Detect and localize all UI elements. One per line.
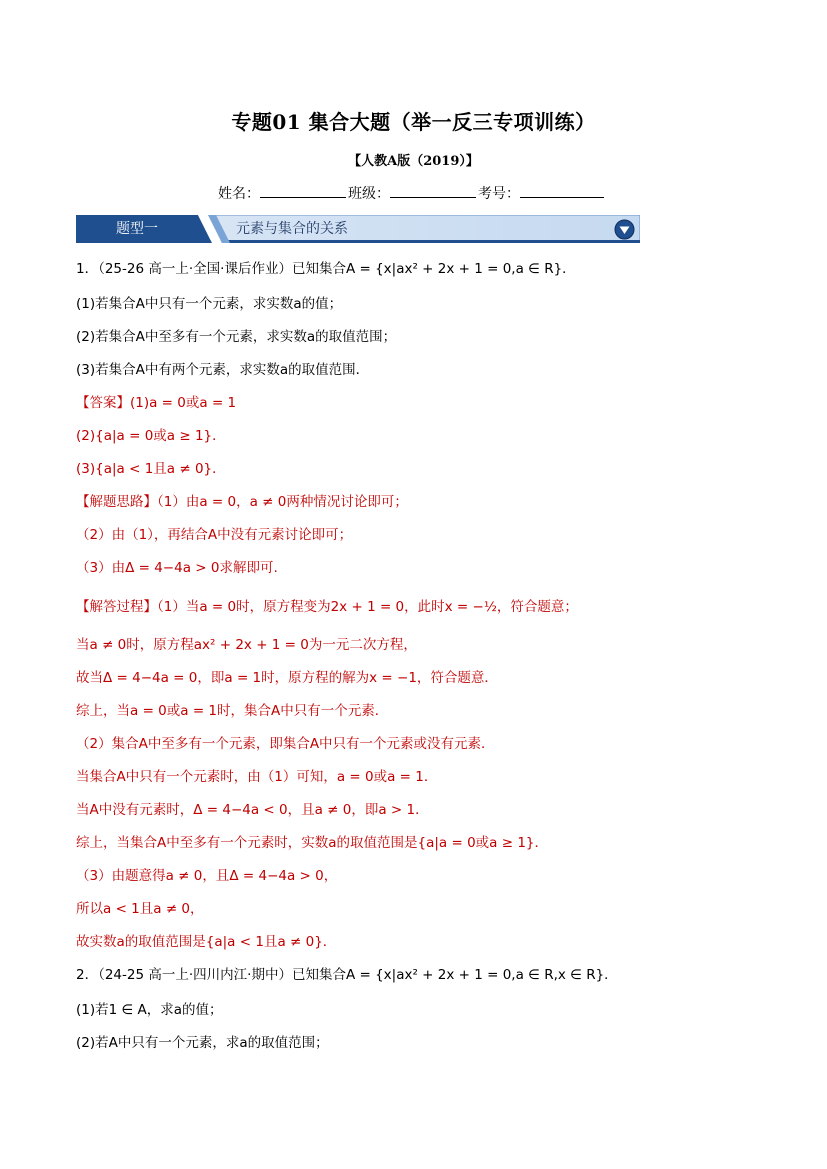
class-label: 班级： xyxy=(348,186,390,202)
section-tag: 题型一 xyxy=(116,221,158,237)
solution-process-10: 所以a < 1且a ≠ 0， xyxy=(76,901,204,917)
collapse-icon[interactable] xyxy=(614,219,635,244)
solution-process-2: 当a ≠ 0时，原方程ax² + 2x + 1 = 0为一元二次方程， xyxy=(76,637,417,653)
solution-process-8: 综上，当集合A中至多有一个元素时，实数a的取值范围是{a|a = 0或a ≥ 1}． xyxy=(76,835,549,851)
question-2-part-1: (1)若1 ∈ A，求a的值； xyxy=(76,1002,223,1018)
solution-process-6: 当集合A中只有一个元素时，由（1）可知，a = 0或a = 1． xyxy=(76,769,438,785)
question-1-part-2: (2)若集合A中至多有一个元素，求实数a的取值范围； xyxy=(76,329,397,345)
section-banner xyxy=(76,215,640,243)
name-blank xyxy=(260,185,346,198)
section-heading: 元素与集合的关系 xyxy=(236,221,348,237)
solution-process-11: 故实数a的取值范围是{a|a < 1且a ≠ 0}． xyxy=(76,934,337,950)
solution-idea-3: （3）由Δ = 4−4a > 0求解即可. xyxy=(76,560,278,576)
question-1-part-1: (1)若集合A中只有一个元素，求实数a的值； xyxy=(76,296,343,312)
solution-process-9: （3）由题意得a ≠ 0，且Δ = 4−4a > 0， xyxy=(76,868,338,884)
solution-idea-2: （2）由（1），再结合A中没有元素讨论即可； xyxy=(76,527,353,543)
name-label: 姓名： xyxy=(218,186,260,202)
exam-blank xyxy=(520,185,604,198)
exam-label: 考号： xyxy=(478,186,520,202)
answer-heading: 【答案】(1)a = 0或a = 1 xyxy=(76,395,237,411)
answer-part-2: (2){a|a = 0或a ≥ 1}． xyxy=(76,428,226,444)
question-1-part-3: (3)若集合A中有两个元素，求实数a的取值范围． xyxy=(76,362,370,378)
page-title: 专题01 集合大题（举一反三专项训练） xyxy=(231,110,596,134)
answer-part-3: (3){a|a < 1且a ≠ 0}． xyxy=(76,461,226,477)
question-1-stem: 1．（25-26 高一上·全国·课后作业）已知集合A = {x|ax² + 2x + 1 = 0,a ∈ R}． xyxy=(76,261,576,277)
solution-process-5: （2）集合A中至多有一个元素，即集合A中只有一个元素或没有元素． xyxy=(76,736,495,752)
student-info-row xyxy=(218,183,606,203)
banner-shape xyxy=(76,215,640,243)
class-blank xyxy=(390,185,476,198)
question-2-stem: 2．（24-25 高一上·四川内江·期中）已知集合A = {x|ax² + 2x + 1 = 0,a ∈ R,x ∈ R}． xyxy=(76,967,618,983)
solution-process-4: 综上，当a = 0或a = 1时，集合A中只有一个元素． xyxy=(76,703,389,719)
solution-process-7: 当A中没有元素时，Δ = 4−4a < 0，且a ≠ 0，即a > 1． xyxy=(76,802,429,818)
edition-label: 【人教A版（2019）】 xyxy=(348,154,479,169)
solution-idea-1: 【解题思路】（1）由a = 0，a ≠ 0两种情况讨论即可； xyxy=(76,494,408,510)
solution-process-1: 【解答过程】（1）当a = 0时，原方程变为2x + 1 = 0，此时x = −½，符合题意； xyxy=(76,599,578,615)
solution-process-3: 故当Δ = 4−4a = 0，即a = 1时，原方程的解为x = −1，符合题意． xyxy=(76,670,498,686)
question-2-part-2: (2)若A中只有一个元素，求a的取值范围； xyxy=(76,1035,329,1051)
